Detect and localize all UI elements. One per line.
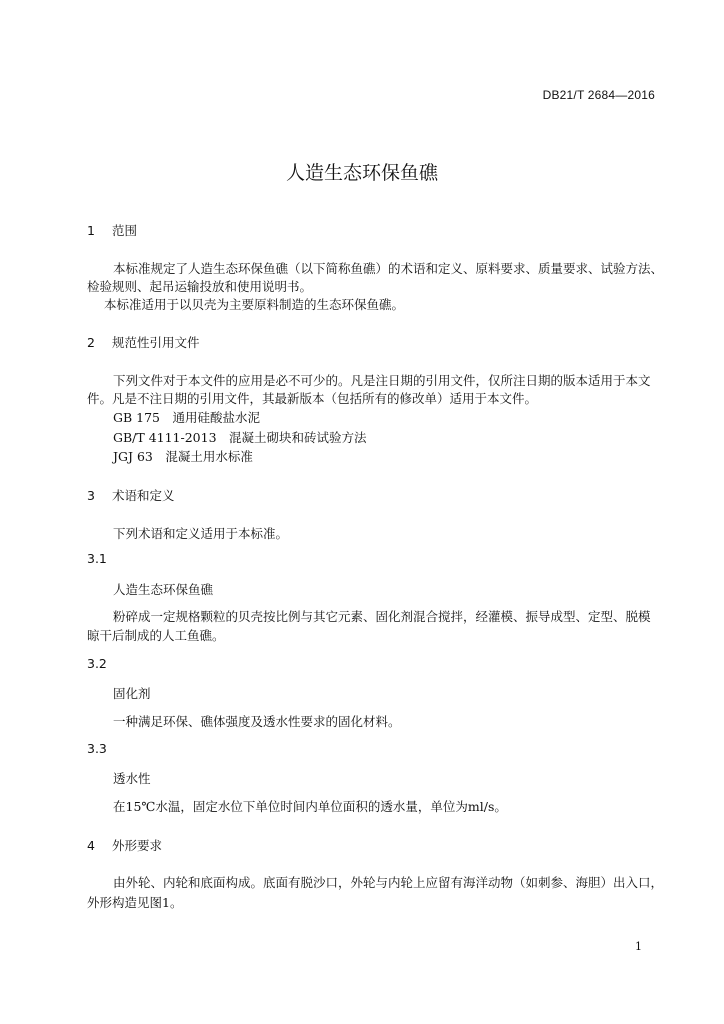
section-title: 规范性引用文件 xyxy=(112,335,200,350)
term-number: 3.3 xyxy=(87,741,107,756)
s4-paragraph-line-1: 由外轮、内轮和底面构成。底面有脱沙口，外轮与内轮上应留有海洋动物（如刺参、海胆）出入口， xyxy=(113,875,664,890)
section-3-heading xyxy=(87,486,175,504)
standard-code: DB21/T 2684—2016 xyxy=(542,88,655,102)
section-title: 外形要求 xyxy=(112,838,163,853)
term-definition-line-2: 晾干后制成的人工鱼礁。 xyxy=(87,628,225,643)
section-title: 术语和定义 xyxy=(112,488,175,503)
term-definition-line-1: 粉碎成一定规格颗粒的贝壳按比例与其它元素、固化剂混合搅拌，经灌模、振导成型、定型、脱模 xyxy=(113,609,651,624)
s1-paragraph-1-line-2: 检验规则、起吊运输投放和使用说明书。 xyxy=(87,279,313,294)
page-number: 1 xyxy=(635,940,642,953)
s1-paragraph-1-line-1: 本标准规定了人造生态环保鱼礁（以下简称鱼礁）的术语和定义、原料要求、质量要求、试验方法、 xyxy=(113,261,664,276)
term-name: 人造生态环保鱼礁 xyxy=(113,582,214,597)
section-number: 4 xyxy=(87,838,95,853)
term-definition: 在15℃水温，固定水位下单位时间内单位面积的透水量，单位为ml/s。 xyxy=(113,799,507,814)
section-title: 范围 xyxy=(112,223,138,238)
section-1-heading xyxy=(87,221,137,239)
term-name: 透水性 xyxy=(113,771,151,786)
section-number: 2 xyxy=(87,335,95,350)
s2-paragraph-1-line-2: 件。凡是不注日期的引用文件，其最新版本（包括所有的修改单）适用于本文件。 xyxy=(87,391,538,406)
document-title: 人造生态环保鱼礁 xyxy=(285,162,438,184)
term-definition: 一种满足环保、礁体强度及透水性要求的固化材料。 xyxy=(113,714,401,729)
section-2-heading xyxy=(87,333,200,351)
term-number: 3.2 xyxy=(87,656,107,671)
s4-paragraph-line-2: 外形构造见图1。 xyxy=(87,895,183,910)
term-number: 3.1 xyxy=(87,551,107,566)
s1-paragraph-2: 本标准适用于以贝壳为主要原料制造的生态环保鱼礁。 xyxy=(104,297,405,312)
section-number: 1 xyxy=(87,223,95,238)
section-number: 3 xyxy=(87,488,95,503)
reference-item: GB 175 通用硅酸盐水泥 xyxy=(113,410,261,425)
s3-intro: 下列术语和定义适用于本标准。 xyxy=(113,526,289,541)
reference-item: GB/T 4111-2013 混凝土砌块和砖试验方法 xyxy=(113,430,367,445)
s2-paragraph-1-line-1: 下列文件对于本文件的应用是必不可少的。凡是注日期的引用文件，仅所注日期的版本适用于本文 xyxy=(113,373,651,388)
section-4-heading xyxy=(87,836,162,854)
reference-item: JGJ 63 混凝土用水标准 xyxy=(113,449,253,464)
term-name: 固化剂 xyxy=(113,686,151,701)
